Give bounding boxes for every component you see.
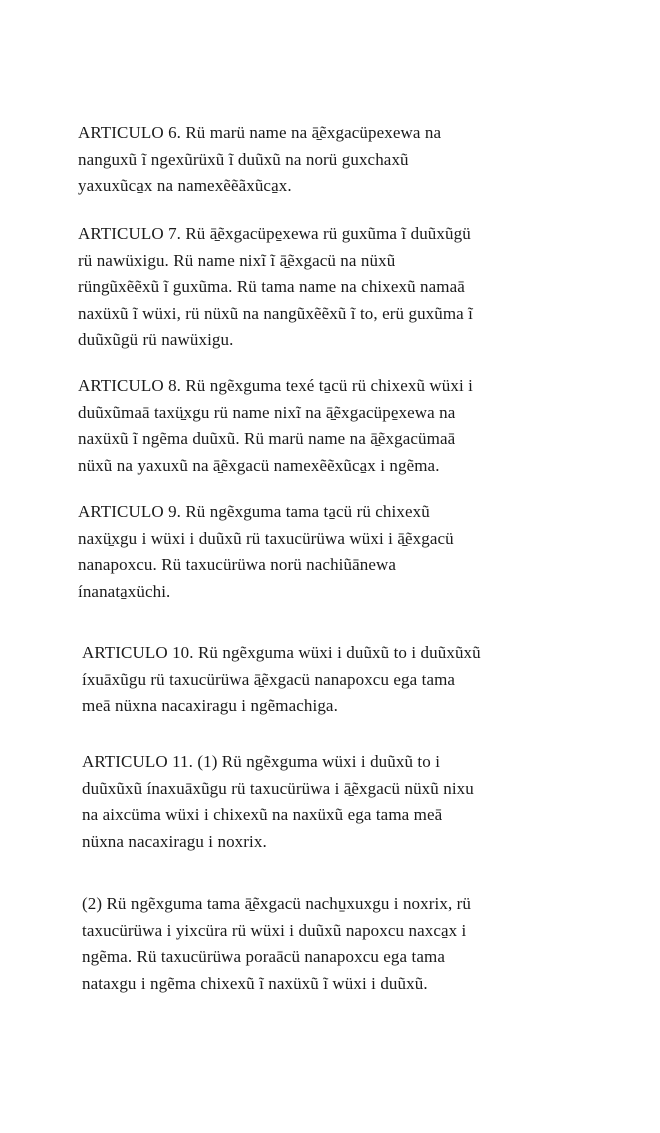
article-8 [78, 373, 473, 479]
text-line: ngẽma. Rü taxucürüwa poraācü nanapoxcu ega tama [82, 947, 445, 966]
text-line: (2) Rü ngẽxguma tama ā̱ẽxgacü nachu̱xuxgu i noxrix, rü [82, 894, 472, 913]
text-line: naxüxũ ĩ wüxi, rü nüxũ na nangũxẽẽxũ ĩ to, erü guxũma ĩ [78, 303, 474, 323]
text-line: duũxũmaā taxü̱xgu rü name nixĩ na ā̱ẽxgacüpe̱xewa na [78, 402, 456, 422]
text-line: yaxuxũca̱x na namexẽẽãxũca̱x. [78, 176, 292, 195]
text-line: ARTICULO 9. Rü ngẽxguma tama ta̱cü rü chixexũ [78, 502, 430, 521]
article-11-paragraph-2 [82, 891, 471, 997]
text-line: na aixcüma wüxi i chixexũ na naxüxũ ega tama meā [82, 805, 443, 824]
text-line: ARTICULO 10. Rü ngẽxguma wüxi i duũxũ to i duũxũxũ [82, 643, 481, 662]
text-line: duũxũxũ ínaxuāxũgu rü taxucürüwa i ā̱ẽxgacü nüxũ nixu [82, 778, 474, 798]
text-line: ARTICULO 11. (1) Rü ngẽxguma wüxi i duũxũ to i [82, 752, 441, 771]
text-line: ARTICULO 7. Rü ā̱ẽxgacüpe̱xewa rü guxũma ĩ duũxũgü [78, 224, 471, 243]
text-line: nataxgu i ngẽma chixexũ ĩ naxüxũ ĩ wüxi i duũxũ. [82, 973, 428, 993]
article-6 [78, 120, 441, 200]
text-line: naxüxũ ĩ ngẽma duũxũ. Rü marü name na ā̱ẽxgacümaā [78, 429, 456, 448]
text-line: íxuāxũgu rü taxucürüwa ā̱ẽxgacü nanapoxcu ega tama [82, 669, 456, 689]
article-9 [78, 499, 454, 605]
text-line: nüxũ na yaxuxũ na ā̱ẽxgacü namexẽẽxũca̱x i ngẽma. [78, 455, 440, 475]
text-line: ARTICULO 6. Rü marü name na ā̱ẽxgacüpexewa na [78, 123, 442, 142]
text-line: ARTICULO 8. Rü ngẽxguma texé ta̱cü rü chixexũ wüxi i [78, 376, 473, 395]
text-line: nüxna nacaxiragu i noxrix. [82, 831, 267, 851]
text-line: nanguxũ ĩ ngexũrüxũ ĩ duũxũ na norü guxchaxũ [78, 149, 409, 169]
text-line: rüngũxẽẽxũ ĩ guxũma. Rü tama name na chixexũ namaā [78, 277, 465, 296]
article-7 [78, 221, 473, 354]
text-line: meā nüxna nacaxiragu i ngẽmachiga. [82, 696, 338, 715]
text-line: duũxũgü rü nawüxigu. [78, 330, 234, 349]
text-line: ínanata̱xüchi. [78, 581, 171, 601]
text-line: rü nawüxigu. Rü name nixĩ ĩ ā̱ẽxgacü na nüxũ [78, 250, 396, 270]
text-line: taxucürüwa i yixcüra rü wüxi i duũxũ napoxcu naxca̱x i [82, 920, 467, 940]
text-line: nanapoxcu. Rü taxucürüwa norü nachiũānewa [78, 555, 397, 574]
article-10 [82, 640, 481, 720]
text-line: naxü̱xgu i wüxi i duũxũ rü taxucürüwa wüxi i ā̱ẽxgacü [78, 528, 454, 548]
article-11 [82, 749, 474, 855]
